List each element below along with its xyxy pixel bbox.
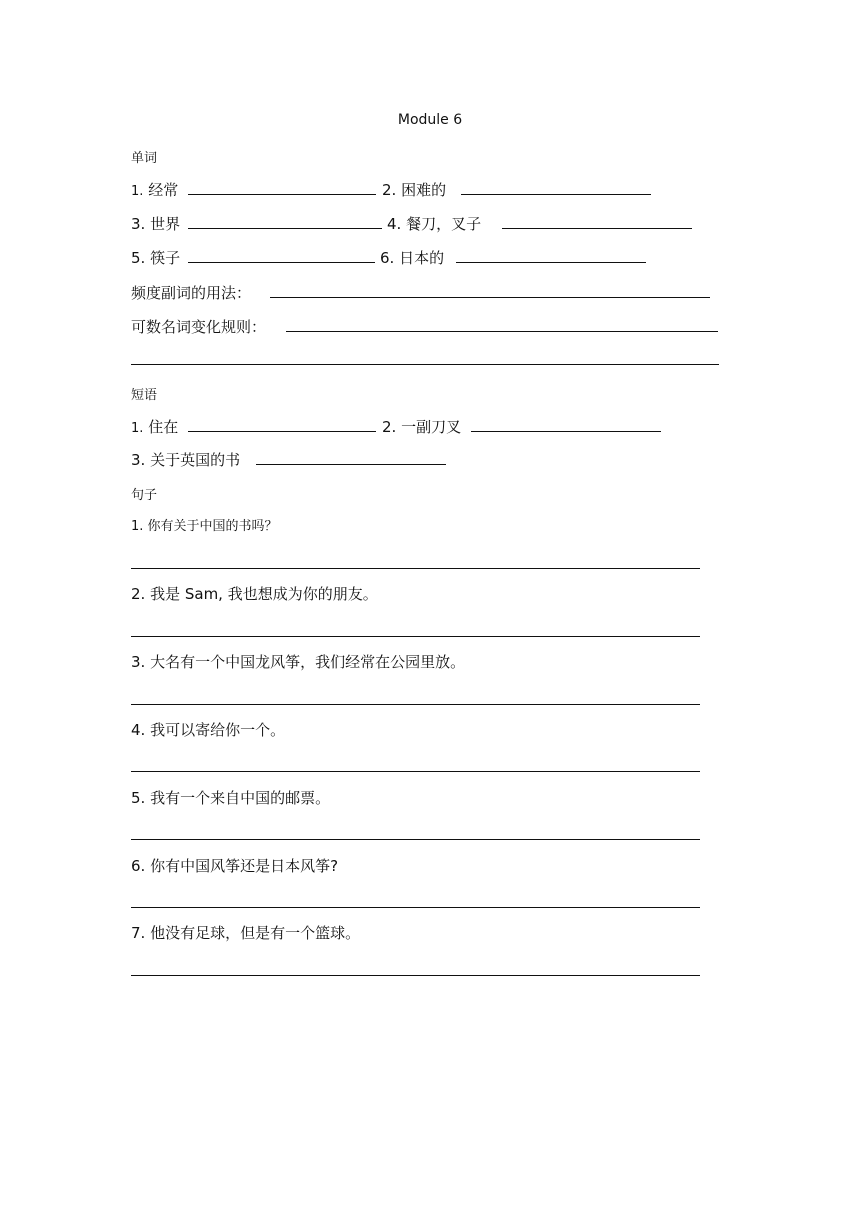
sentence-num-7: 7. [131, 924, 146, 942]
vocab-num-1: 1. [131, 184, 144, 199]
vocab-word-3: 世界 [150, 215, 181, 233]
vocab-heading: 单词 [131, 151, 158, 166]
vocab-rule-row-1 [131, 281, 710, 303]
phrase-row-1 [131, 415, 661, 437]
sentence-2 [131, 583, 378, 605]
vocab-word-4: 餐刀，叉子 [406, 215, 482, 233]
sentence-num-5: 5. [131, 789, 146, 807]
sentence-5 [131, 787, 330, 809]
vocab-blank-5[interactable] [188, 246, 375, 263]
vocab-rule-2-label: 可数名词变化规则： [131, 318, 267, 336]
sentence-answer-line-7[interactable] [131, 975, 700, 976]
phrase-num-2: 2. [382, 418, 397, 436]
phrase-blank-2[interactable] [471, 415, 661, 432]
vocab-blank-3[interactable] [188, 212, 382, 229]
sentence-answer-line-2[interactable] [131, 636, 700, 637]
phrase-blank-1[interactable] [188, 415, 376, 432]
sentence-answer-line-1[interactable] [131, 568, 700, 569]
sentence-6 [131, 855, 338, 877]
phrases-heading: 短语 [131, 388, 158, 403]
vocab-row-3 [131, 246, 646, 268]
sentence-3 [131, 651, 465, 673]
vocab-rule-2-extra-line[interactable] [131, 364, 719, 365]
page-title: Module 6 [397, 112, 463, 128]
sentence-num-2: 2. [131, 585, 146, 603]
sentence-text-6: 你有中国风筝还是日本风筝? [150, 857, 339, 875]
vocab-rule-2-blank[interactable] [286, 315, 718, 332]
phrase-text-1: 住在 [148, 418, 179, 436]
sentence-answer-line-3[interactable] [131, 704, 700, 705]
sentence-num-4: 4. [131, 721, 146, 739]
sentence-7 [131, 922, 360, 944]
vocab-rule-1-label: 频度副词的用法： [131, 284, 252, 302]
phrase-text-2: 一副刀叉 [401, 418, 462, 436]
vocab-word-2: 困难的 [401, 181, 447, 199]
vocab-blank-6[interactable] [456, 246, 646, 263]
vocab-num-2: 2. [382, 181, 397, 199]
sentence-num-1: 1. [131, 519, 144, 534]
phrase-text-3: 关于英国的书 [150, 451, 241, 469]
sentence-text-1: 你有关于中国的书吗？ [147, 519, 278, 534]
sentence-num-6: 6. [131, 857, 146, 875]
sentence-text-4: 我可以寄给你一个。 [150, 721, 286, 739]
vocab-num-6: 6. [380, 249, 395, 267]
vocab-blank-1[interactable] [188, 178, 376, 195]
vocab-num-5: 5. [131, 249, 146, 267]
sentence-text-3: 大名有一个中国龙风筝，我们经常在公园里放。 [150, 653, 466, 671]
sentence-text-7: 他没有足球，但是有一个篮球。 [150, 924, 361, 942]
sentence-1 [131, 516, 278, 538]
sentence-answer-line-4[interactable] [131, 771, 700, 772]
sentence-text-2: 我是 Sam, 我也想成为你的朋友。 [150, 585, 378, 603]
phrase-num-1: 1. [131, 421, 144, 436]
vocab-word-1: 经常 [148, 181, 179, 199]
vocab-word-5: 筷子 [150, 249, 181, 267]
sentence-4 [131, 719, 285, 741]
phrase-num-3: 3. [131, 451, 146, 469]
sentence-answer-line-6[interactable] [131, 907, 700, 908]
vocab-blank-2[interactable] [461, 178, 651, 195]
vocab-row-1 [131, 178, 651, 200]
vocab-word-6: 日本的 [399, 249, 445, 267]
sentence-answer-line-5[interactable] [131, 839, 700, 840]
phrase-blank-3[interactable] [256, 448, 446, 465]
vocab-rule-1-blank[interactable] [270, 281, 710, 298]
vocab-num-3: 3. [131, 215, 146, 233]
vocab-blank-4[interactable] [502, 212, 692, 229]
sentence-num-3: 3. [131, 653, 146, 671]
vocab-row-2 [131, 212, 692, 234]
vocab-num-4: 4. [387, 215, 402, 233]
sentences-heading: 句子 [131, 488, 158, 503]
sentence-text-5: 我有一个来自中国的邮票。 [150, 789, 331, 807]
phrase-row-2 [131, 448, 446, 470]
vocab-rule-row-2 [131, 315, 718, 337]
